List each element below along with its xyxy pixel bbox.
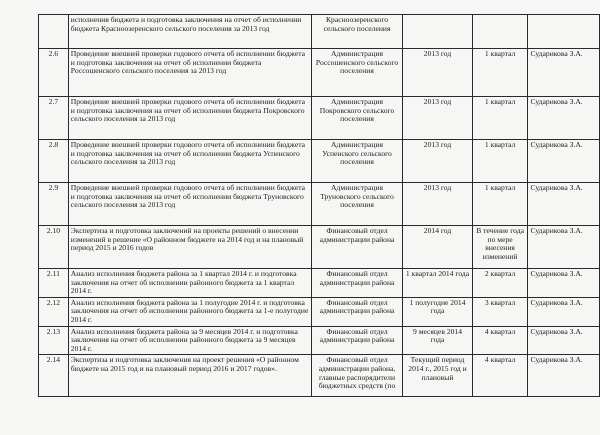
execution-term: 1 квартал	[472, 140, 528, 183]
event-description: Экспертиза и подготовка заключений на проекты решений о внесении изменений в решение «О районном бюджете на 2014 год и на плановый период 2015 и 2016 годов	[68, 226, 311, 269]
audited-period: 2013 год	[403, 97, 472, 140]
event-description: Экспертиза и подготовка заключения на проект решения «О районном бюджете на 2015 год и на плановый период 2016 и 2017 годов».	[68, 355, 311, 397]
execution-term	[472, 15, 528, 49]
row-number: 2.13	[39, 326, 69, 355]
table-row	[39, 15, 600, 49]
event-description: Анализ исполнения бюджета района за 1 квартал 2014 г. и подготовка заключения на отчет об исполнении районного бюджета за 1 квартал 2014 г.	[68, 269, 311, 298]
event-description: Проведение внешней проверки годового отчета об исполнении бюджета и подготовка заключения на отчет об исполнении бюджета Успенского сельского поселения за 2013 год	[68, 140, 311, 183]
row-number: 2.9	[39, 183, 69, 226]
audited-period: 2014 год	[403, 226, 472, 269]
row-number: 2.8	[39, 140, 69, 183]
audited-period: 2013 год	[403, 140, 472, 183]
table-row	[39, 49, 600, 97]
execution-term: 1 квартал	[472, 183, 528, 226]
audited-period: 1 полугодие 2014 года	[403, 297, 472, 326]
responsible-person: Сударикова З.А.	[528, 355, 600, 397]
event-description: Анализ исполнения бюджета района за 1 полугодие 2014 г. и подготовка заключения на отчет об исполнении районного бюджета за 1-е полугодие 2014 г.	[68, 297, 311, 326]
row-number: 2.6	[39, 49, 69, 97]
audited-period: Текущий период 2014 г., 2015 год и плановый	[403, 355, 472, 397]
audit-plan-table	[38, 14, 600, 397]
responsible-person: Сударикова З.А.	[528, 269, 600, 298]
table-row	[39, 269, 600, 298]
responsible-person	[528, 15, 600, 49]
responsible-person: Сударикова З.А.	[528, 183, 600, 226]
audited-period	[403, 15, 472, 49]
audited-period: 2013 год	[403, 49, 472, 97]
execution-term: 2 квартал	[472, 269, 528, 298]
table-row	[39, 326, 600, 355]
execution-term: 1 квартал	[472, 97, 528, 140]
table-row	[39, 183, 600, 226]
audited-object: Администрация Покровского сельского поселения	[311, 97, 403, 140]
event-description: Проведение внешней проверки годового отчета об исполнении бюджета и подготовка заключения на отчет об исполнении бюджета Труновского сельского поселения за 2013 год	[68, 183, 311, 226]
row-number	[39, 15, 69, 49]
audited-object: Финансовый отдел администрации района	[311, 326, 403, 355]
table-row	[39, 226, 600, 269]
audited-period: 9 месяцев 2014 года	[403, 326, 472, 355]
table-row	[39, 97, 600, 140]
audited-object: Красноозеренского сельского поселения	[311, 15, 403, 49]
execution-term: 1 квартал	[472, 49, 528, 97]
event-description: Проведение внешней проверки годового отчета об исполнении бюджета и подготовка заключения на отчет об исполнении бюджета Покровского сельского поселения за 2013 год	[68, 97, 311, 140]
row-number: 2.12	[39, 297, 69, 326]
row-number: 2.14	[39, 355, 69, 397]
audited-object: Финансовый отдел администрации района	[311, 226, 403, 269]
responsible-person: Сударикова З.А.	[528, 140, 600, 183]
audited-object: Финансовый отдел администрации района	[311, 297, 403, 326]
audited-object: Финансовый отдел администрации района	[311, 269, 403, 298]
audited-object: Финансовый отдел администрации района, главные распорядители бюджетных средств (по	[311, 355, 403, 397]
audited-object: Администрация Россошенского сельского поселения	[311, 49, 403, 97]
execution-term: 4 квартал	[472, 355, 528, 397]
table-row	[39, 355, 600, 397]
audited-period: 2013 год	[403, 183, 472, 226]
audited-period: 1 квартал 2014 года	[403, 269, 472, 298]
responsible-person: Сударикова З.А.	[528, 49, 600, 97]
table-row	[39, 297, 600, 326]
execution-term: В течение года по мере внесения изменений	[472, 226, 528, 269]
responsible-person: Сударикова З.А.	[528, 326, 600, 355]
table-row	[39, 140, 600, 183]
event-description: Анализ исполнения бюджета района за 9 месяцев 2014 г. и подготовка заключения на отчет об исполнении районного бюджета за 9 месяцев 2014 г.	[68, 326, 311, 355]
execution-term: 4 квартал	[472, 326, 528, 355]
responsible-person: Сударикова З.А.	[528, 97, 600, 140]
responsible-person: Сударикова З.А.	[528, 226, 600, 269]
audited-object: Администрация Труновского сельского поселения	[311, 183, 403, 226]
row-number: 2.7	[39, 97, 69, 140]
row-number: 2.11	[39, 269, 69, 298]
responsible-person: Сударикова З.А.	[528, 297, 600, 326]
event-description: Проведение внешней проверки годового отчета об исполнении бюджета и подготовка заключения на отчет об исполнении бюджета Россошенского сельского поселения за 2013 год	[68, 49, 311, 97]
row-number: 2.10	[39, 226, 69, 269]
audited-object: Администрация Успенского сельского поселения	[311, 140, 403, 183]
event-description: исполнения бюджета и подготовка заключения на отчет об исполнении бюджета Красноозеренского сельского поселения за 2013 год	[68, 15, 311, 49]
execution-term: 3 квартал	[472, 297, 528, 326]
